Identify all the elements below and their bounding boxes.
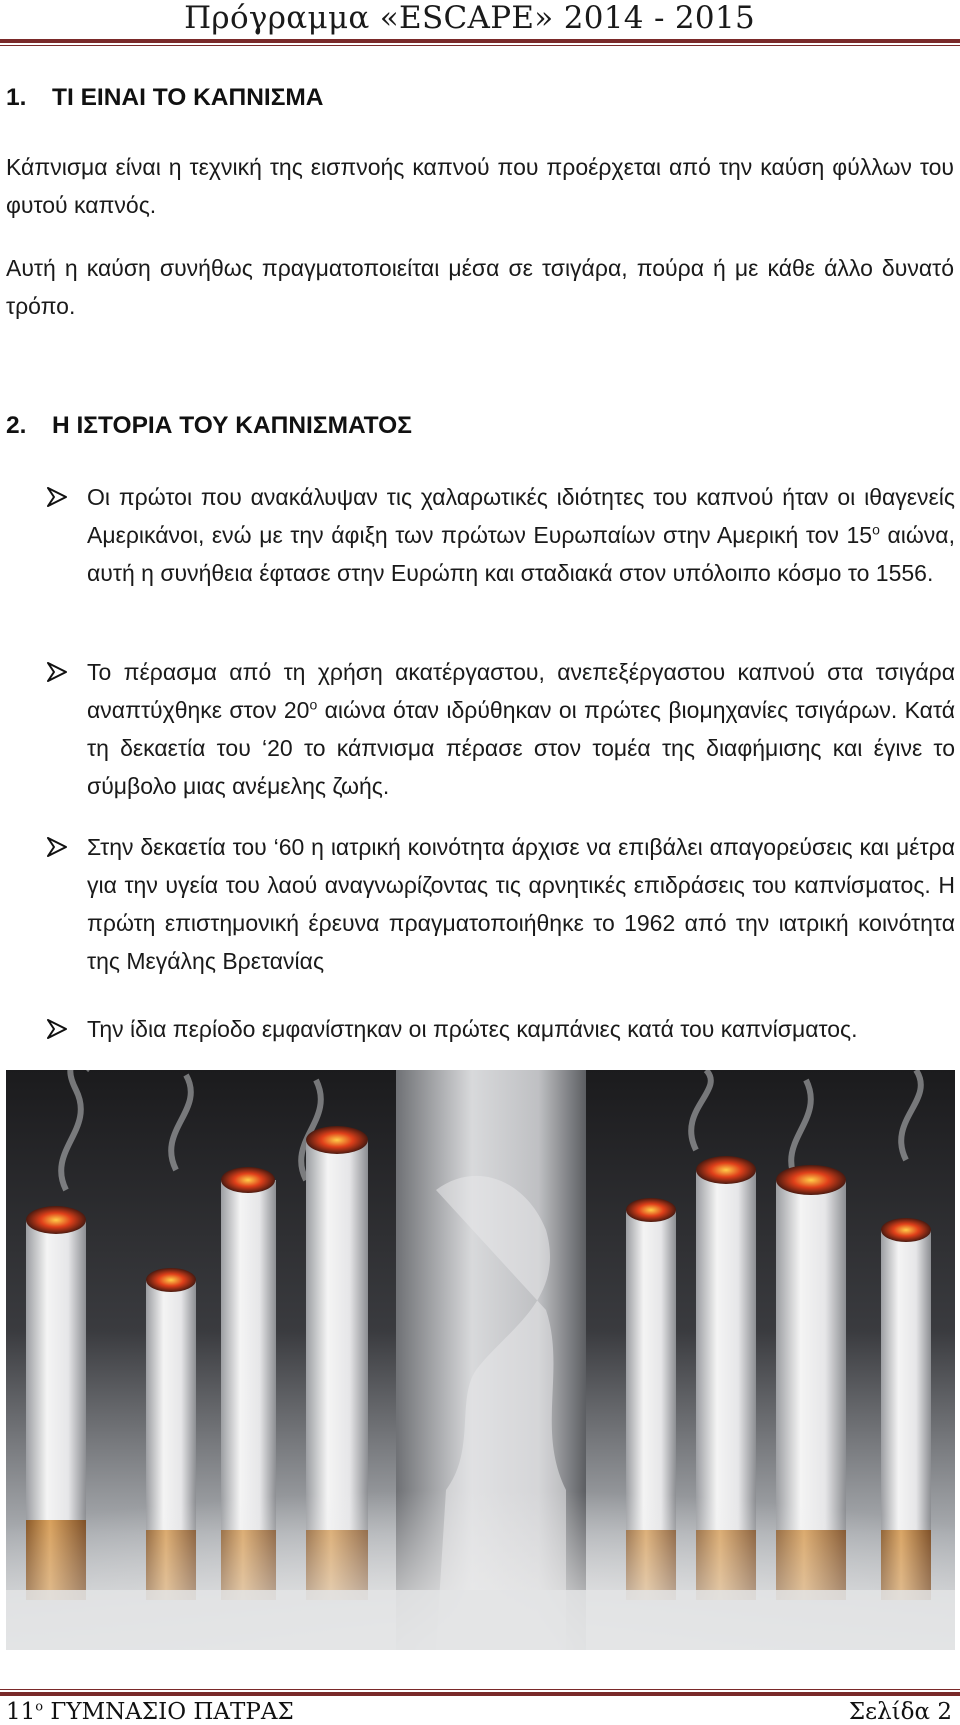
page-header-title: Πρόγραμμα «ESCAPE» 2014 - 2015 [184, 0, 755, 36]
footer-school-number: 11 [6, 1699, 36, 1725]
bullet-text: Το πέρασμα από τη χρήση ακατέργαστου, ανεπεξέργαστου καπνού στα τσιγάρα αναπτύχθηκε στον 20 [87, 659, 955, 723]
ordinal-superscript: ο [872, 521, 880, 538]
bullet-text: αιώνα όταν ιδρύθηκαν οι πρώτες βιομηχανίες τσιγάρων. Κατά τη δεκαετία του ‘20 το κάπνισμα πέρασε στον τομέα της διαφήμισης και έγινε το σύμβολο μιας ανέμελης ζωής. [87, 697, 955, 799]
ordinal-superscript: ο [309, 696, 318, 713]
cigarettes-smoke-illustration [6, 1070, 955, 1650]
section-2-title: Η ΙΣΤΟΡΙΑ ΤΟΥ ΚΑΠΝΙΣΜΑΤΟΣ [52, 412, 412, 439]
footer-school-label: ΓΥΜΝΑΣΙΟ ΠΑΤΡΑΣ [43, 1699, 294, 1725]
section-2-number: 2. [6, 412, 27, 439]
header-rule-thin [0, 45, 960, 46]
bullet-text: Στην δεκαετία του ‘60 η ιατρική κοινότητα άρχισε να επιβάλει απαγορεύσεις και μέτρα για την υγεία του λαού αναγνωρίζοντας τις αρνητικές επιδράσεις του καπνίσματος. Η πρώτη επιστημονική έρευνα πραγματοποιήθηκε το 1962 από την ιατρική κοινότητα της Μεγάλης Βρετανίας [87, 834, 955, 974]
section-1-number: 1. [6, 84, 27, 111]
arrowhead-bullet-icon [46, 837, 68, 857]
bullet-text: αιώνα, αυτή η συνήθεια έφτασε στην Ευρώπη και σταδιακά στον υπόλοιπο κόσμο το 1556. [87, 522, 955, 586]
section-2-heading [6, 412, 412, 440]
footer-school-name [6, 1699, 294, 1725]
section-1-paragraph: Αυτή η καύση συνήθως πραγματοποιείται μέσα σε τσιγάρα, πούρα ή με κάθε άλλο δυνατό τρόπο. [6, 255, 954, 319]
bullet-text: Οι πρώτοι που ανακάλυψαν τις χαλαρωτικές ιδιότητες του καπνού ήταν οι ιθαγενείς Αμερικάνοι, ενώ με την άφιξη των πρώτων Ευρωπαίων στην Αμερική τον 15 [87, 484, 955, 548]
bullet-text: Την ίδια περίοδο εμφανίστηκαν οι πρώτες καμπάνιες κατά του καπνίσματος. [87, 1016, 858, 1042]
section-1-heading [6, 84, 324, 112]
header-rule-thick [0, 39, 960, 43]
footer-rule-thick [0, 1692, 960, 1696]
section-1-title: ΤΙ ΕΙΝΑΙ ΤΟ ΚΑΠΝΙΣΜΑ [52, 84, 324, 111]
arrowhead-bullet-icon [46, 1019, 68, 1039]
footer-rule-thin [0, 1689, 960, 1690]
ordinal-superscript: ο [35, 1699, 44, 1715]
arrowhead-bullet-icon [46, 662, 68, 682]
section-1-paragraph: Κάπνισμα είναι η τεχνική της εισπνοής καπνού που προέρχεται από την καύση φύλλων του φυτού καπνός. [6, 154, 954, 218]
arrowhead-bullet-icon [46, 487, 68, 507]
page-number: Σελίδα 2 [848, 1699, 952, 1725]
